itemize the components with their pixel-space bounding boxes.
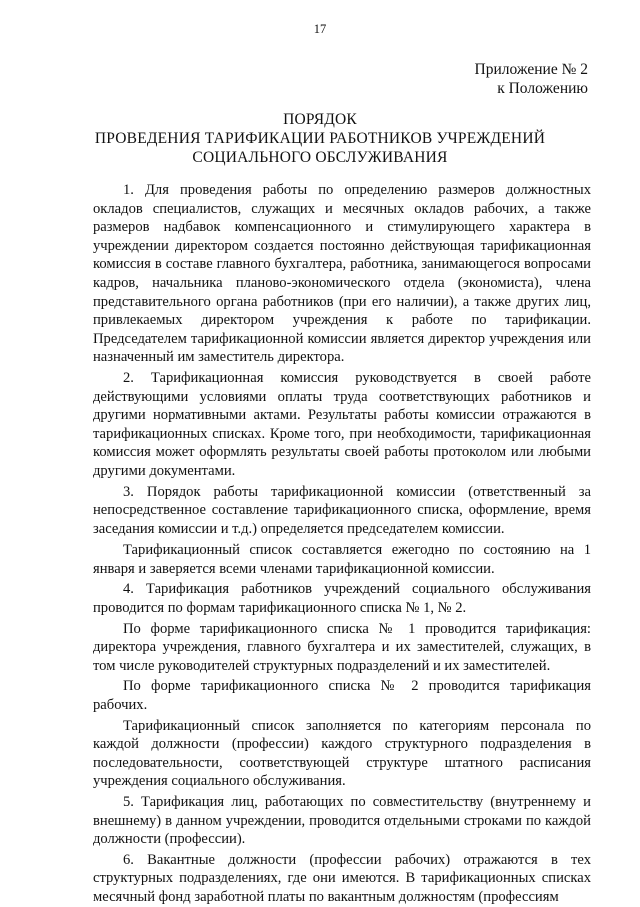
title-line: СОЦИАЛЬНОГО ОБСЛУЖИВАНИЯ [192,149,448,166]
document-title [0,110,640,167]
page-number: 17 [313,22,327,36]
paragraph: 5. Тарификация лиц, работающих по совместительству (внутреннему и внешнему) в данном учреждении, проводится отдельными строками по каждой должности (профессии). [93,794,591,848]
paragraph: По форме тарификационного списка № 1 проводится тарификация: директора учреждения, главного бухгалтера и их заместителей, служащих, в том числе руководителей структурных подразделений и их заместителей. [93,620,591,674]
title-line: ПРОВЕДЕНИЯ ТАРИФИКАЦИИ РАБОТНИКОВ УЧРЕЖДЕНИЙ [94,130,546,147]
paragraph: 1. Для проведения работы по определению размеров должностных окладов специалистов, служащих и месячных окладов рабочих, а также размеров надбавок компенсационного и стимулирующего характера в учреждении директором создается постоянно действующая тарификационная комиссия в составе главного бухгалтера, работника, занимающегося вопросами кадров, начальника планово-экономического отдела (экономиста), члена представительного органа работников (при его наличии), а также других лиц, привлекаемых директором учреждения к работе по тарификации. Председателем тарификационной комиссии является директор учреждения или назначенный им заместитель директора. [93,182,591,366]
paragraph: 2. Тарификационная комиссия руководствуется в своей работе действующими условиями оплаты труда соответствующих работников и другими нормативными актами. Результаты работы комиссии отражаются в тарификационных списках. Кроме того, при необходимости, тарификационная комиссия может оформлять результаты своей работы протоколом или любыми другими документами. [93,369,591,479]
document-body [93,181,591,907]
paragraph: Тарификационный список составляется ежегодно по состоянию на 1 января и заверяется всеми членами тарификационной комиссии. [93,542,591,577]
appendix-line: Приложение № 2 [474,61,588,78]
appendix-reference [475,60,588,98]
paragraph: 3. Порядок работы тарификационной комиссии (ответственный за непосредственное составление тарификационного списка, оформление, время заседания комиссии и т.д.) определяется председателем комиссии. [93,483,591,537]
paragraph: 6. Вакантные должности (профессии рабочих) отражаются в тех структурных подразделениях, где они имеются. В тарификационных списках месячный фонд заработной платы по вакантным должностям (профессиям [93,851,591,905]
title-line: ПОРЯДОК [283,111,357,128]
paragraph: Тарификационный список заполняется по категориям персонала по каждой должности (профессии) каждого структурного подразделения в последовательности, соответствующей структуре штатного расписания учреждения социального обслуживания. [93,717,591,790]
paragraph: По форме тарификационного списка № 2 проводится тарификация рабочих. [93,678,591,714]
appendix-line: к Положению [497,80,588,97]
paragraph: 4. Тарификация работников учреждений социального обслуживания проводится по формам тарификационного списка № 1, № 2. [93,581,591,617]
